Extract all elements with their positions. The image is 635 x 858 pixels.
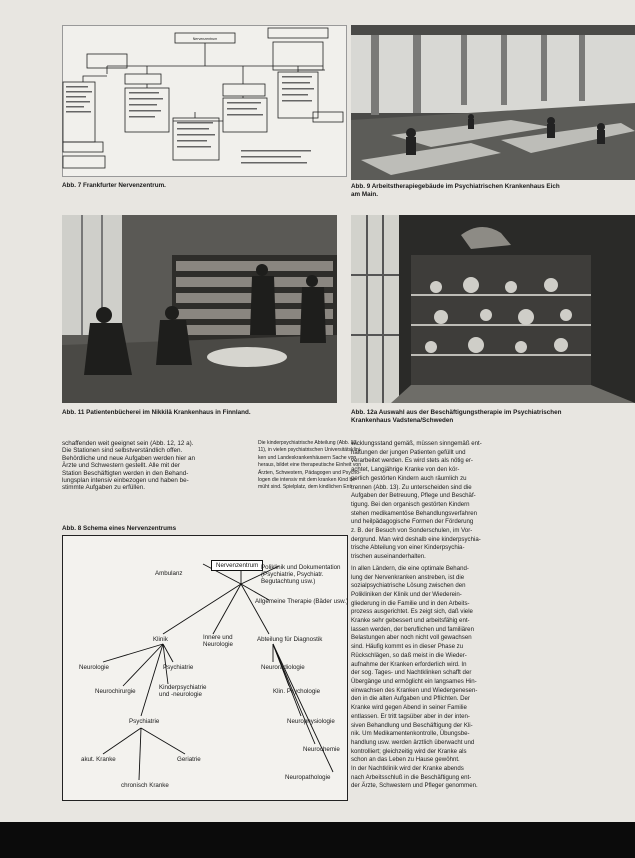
schema-node-psychiatrie-top: Psychiatrie: [163, 664, 194, 671]
text-line: lassen werden, der beruflichen und familiären: [351, 625, 474, 633]
text-line: aufnahme der Kranken erforderlich wird. In: [351, 660, 467, 668]
text-line: heraus, bildet eine therapeutische Einheit von: [258, 462, 362, 469]
text-line: müht sind. Spielplatz, dem kindlichen Ent-: [258, 484, 353, 491]
fig7-diagram: [62, 25, 347, 177]
text-line: dergrund. Man wird deshalb eine kinderpsychia-: [351, 535, 481, 543]
text-line: Ärzte und Schwestern gestellt. Alle mit der: [62, 462, 180, 470]
schema-node-neuroradiologie: Neuroradiologie: [261, 664, 305, 671]
text-line: einwachsen des Kranken und Wiedergenesen-: [351, 686, 478, 694]
text-line: trische Abteilung von einer Kinderpsychia-: [351, 544, 465, 552]
text-line: Kranke sehr gebessert und arbeitsfähig ent-: [351, 617, 470, 625]
text-line: wicklungsstand gemäß, müssen sinngemäß ent-: [351, 440, 482, 447]
text-line: trischen auseinanderhalten.: [351, 553, 426, 561]
schema-node-innere2: Neurologie: [203, 641, 233, 648]
text-line: Kranke wird gegen Abend in seiner Familie: [351, 704, 467, 712]
text-line: Rückschlägen, so daß meist in die Wieder-: [351, 651, 467, 659]
schema-node-therapie: Allgemeine Therapie (Bäder usw.): [255, 598, 349, 605]
schema-node-klin-psychologie: Klin. Psychologie: [273, 688, 321, 695]
text-line: Ärzten, Schwestern, Pädagogen und Psycho-: [258, 469, 361, 476]
fig12a-caption-line2: Krankenhaus Vadstena/Schweden: [351, 417, 454, 424]
text-line: logen die intensiv mit dem kranken Kind be-: [258, 477, 357, 484]
text-line: trennen (Abb. 13). Zu unterscheiden sind die: [351, 483, 472, 491]
text-line: schaffenden weit geeignet sein (Abb. 12, 12 a).: [62, 440, 194, 447]
text-line: schon an das Leben zu Hause gewöhnt.: [351, 756, 460, 764]
text-column-left: [62, 440, 250, 492]
fig7-title: Nervenzentrum: [192, 37, 218, 41]
text-line: lung der Nervenkranken anstreben, ist die: [351, 573, 465, 581]
fig11-photo: [62, 215, 337, 403]
fig8-schema: [62, 535, 348, 801]
schema-node-chronisch: chronisch Kranke: [121, 782, 169, 789]
schema-node-psychiatrie: Psychiatrie: [129, 718, 160, 725]
schema-root-node: Nervenzentrum: [211, 560, 263, 571]
text-line: haltungen der jungen Patienten gefüllt und: [351, 448, 466, 456]
text-line: der sog. Tages- und Nachtklinken schafft der: [351, 669, 472, 677]
schema-node-geriatrie: Geriatrie: [177, 756, 201, 763]
scan-bottom-edge: [0, 822, 635, 858]
text-line: und heilpädagogische Formen der Förderung: [351, 518, 474, 526]
text-line: stimmte Aufgaben zu erfüllen.: [62, 484, 145, 492]
text-line: sind. Häufig kommt es in dieser Phase zu: [351, 643, 464, 651]
schema-node-poliklinik3: Begutachtung usw.): [261, 578, 316, 585]
text-line: stehen medikamentöse Behandlungsverfahren: [351, 509, 478, 517]
fig8-title: Abb. 8 Schema eines Nervenzentrums: [62, 525, 177, 532]
text-line: Behördliche und neue Aufgaben werden hier an: [62, 454, 196, 462]
schema-node-kinderpsych: Kinderpsychiatrie: [159, 684, 207, 691]
text-line: In der Nachtklinik wird der Kranke abends: [351, 765, 464, 773]
text-line: Station Beschäftigten werden in den Behand-: [62, 469, 189, 477]
schema-node-neurophysiologie: Neurophysiologie: [287, 718, 335, 725]
text-line: z. B. der Besuch von Sonderschulen, im Vor-: [351, 527, 473, 535]
schema-node-ambulanz: Ambulanz: [155, 570, 183, 577]
text-line: Aufgaben der Betreuung, Pflege und Beschäf-: [351, 492, 476, 500]
schema-node-neuropathologie: Neuropathologie: [285, 774, 331, 781]
fig9-caption-line1: Abb. 9 Arbeitstherapiegebäude im Psychiatrischen Krankenhaus Eich: [351, 183, 560, 190]
text-line: 11), in vielen psychiatrischen Universitätsklini-: [258, 447, 362, 454]
text-line: der Ärzte, Schwestern und Pfleger genommen.: [351, 782, 478, 790]
text-line: In allen Ländern, die eine optimale Behand-: [351, 564, 469, 572]
text-line: Die kinderpsychiatrische Abteilung (Abb. 13,: [258, 440, 358, 446]
fig9-photo: [351, 25, 635, 180]
text-line: ken und Landeskrankenhäusern Sache von: [258, 454, 357, 461]
text-line: sozialpsychiatrische Lösung zwischen den: [351, 582, 466, 590]
fig11-photo-svg: [62, 215, 337, 403]
text-line: prozess ausgerichtet. Es zeigt sich, daß viele: [351, 608, 473, 616]
schema-node-neurochirurgie: Neurochirurgie: [95, 688, 136, 695]
schema-node-neurochemie: Neurochemie: [303, 746, 340, 753]
fig9-photo-svg: [351, 25, 635, 180]
schema-node-diagnostik: Abteilung für Diagnostik: [257, 636, 323, 643]
text-line: Übergänge und ermöglicht ein langsames Hin-: [351, 677, 477, 685]
fig12a-photo-svg: [351, 215, 635, 403]
schema-node-innere: Innere und: [203, 634, 233, 641]
text-line: lungsplan intensiv einbezogen und haben be-: [62, 477, 189, 485]
text-line: tigung. Bei den organisch gestörten Kindern: [351, 500, 470, 508]
text-line: verarbeitet werden. Es wird stets als nötig er-: [351, 457, 473, 465]
fig12a-photo: [351, 215, 635, 403]
fig7-chart-svg: [63, 26, 346, 176]
text-line: entlassen. Er tritt tagsüber aber in der inten-: [351, 712, 470, 720]
fig12a-caption-line1: Abb. 12a Auswahl aus der Beschäftigungstherapie im Psychiatrischen: [351, 409, 562, 416]
text-line: nik. Um Medikamentenkontrolle, Übungsbe-: [351, 730, 470, 738]
text-column-mid: [258, 440, 362, 492]
fig7-caption: Abb. 7 Frankfurter Nervenzentrum.: [62, 182, 166, 189]
schema-node-akut: akut. Kranke: [81, 756, 116, 763]
schema-node-poliklinik: Poliklinik und Dokumentation: [261, 564, 341, 571]
text-line: handlung usw. werden ärztlich überwacht und: [351, 738, 475, 746]
text-line: perlich gestörten Kindern auch räumlich zu: [351, 474, 467, 482]
text-line: Die Stationen sind selbstverständlich offen.: [62, 447, 183, 455]
text-line: Polikliniken der Klinik und der Wiederein-: [351, 590, 462, 598]
text-column-right: [351, 440, 631, 791]
text-line: achtet, Langjährige Kranke von den kör-: [351, 466, 460, 474]
text-line: kontrolliert; gleichzeitig wird der Kranke als: [351, 747, 467, 755]
text-line: gliederung in die Familie und in den Arbeits-: [351, 599, 470, 607]
text-line: Belastungen aber noch nicht voll gewachsen: [351, 634, 472, 642]
schema-node-neurologie: Neurologie: [79, 664, 109, 671]
text-line: nach Arbeitsschluß in die Beschäftigung ent-: [351, 773, 472, 781]
fig11-caption: Abb. 11 Patientenbücherei im Nikkilä Krankenhaus in Finnland.: [62, 409, 251, 416]
fig9-caption-line2: am Main.: [351, 191, 378, 198]
schema-node-klinik: Klinik: [153, 636, 168, 643]
schema-node-kinderpsych2: und -neurologie: [159, 691, 203, 698]
text-line: siven Behandlung und Beschäftigung der Kli-: [351, 721, 473, 729]
schema-node-poliklinik2: (Psychiatrie, Psychiatr.: [261, 571, 324, 578]
text-line: den in die alten Aufgaben und Pflichten. Der: [351, 695, 470, 703]
